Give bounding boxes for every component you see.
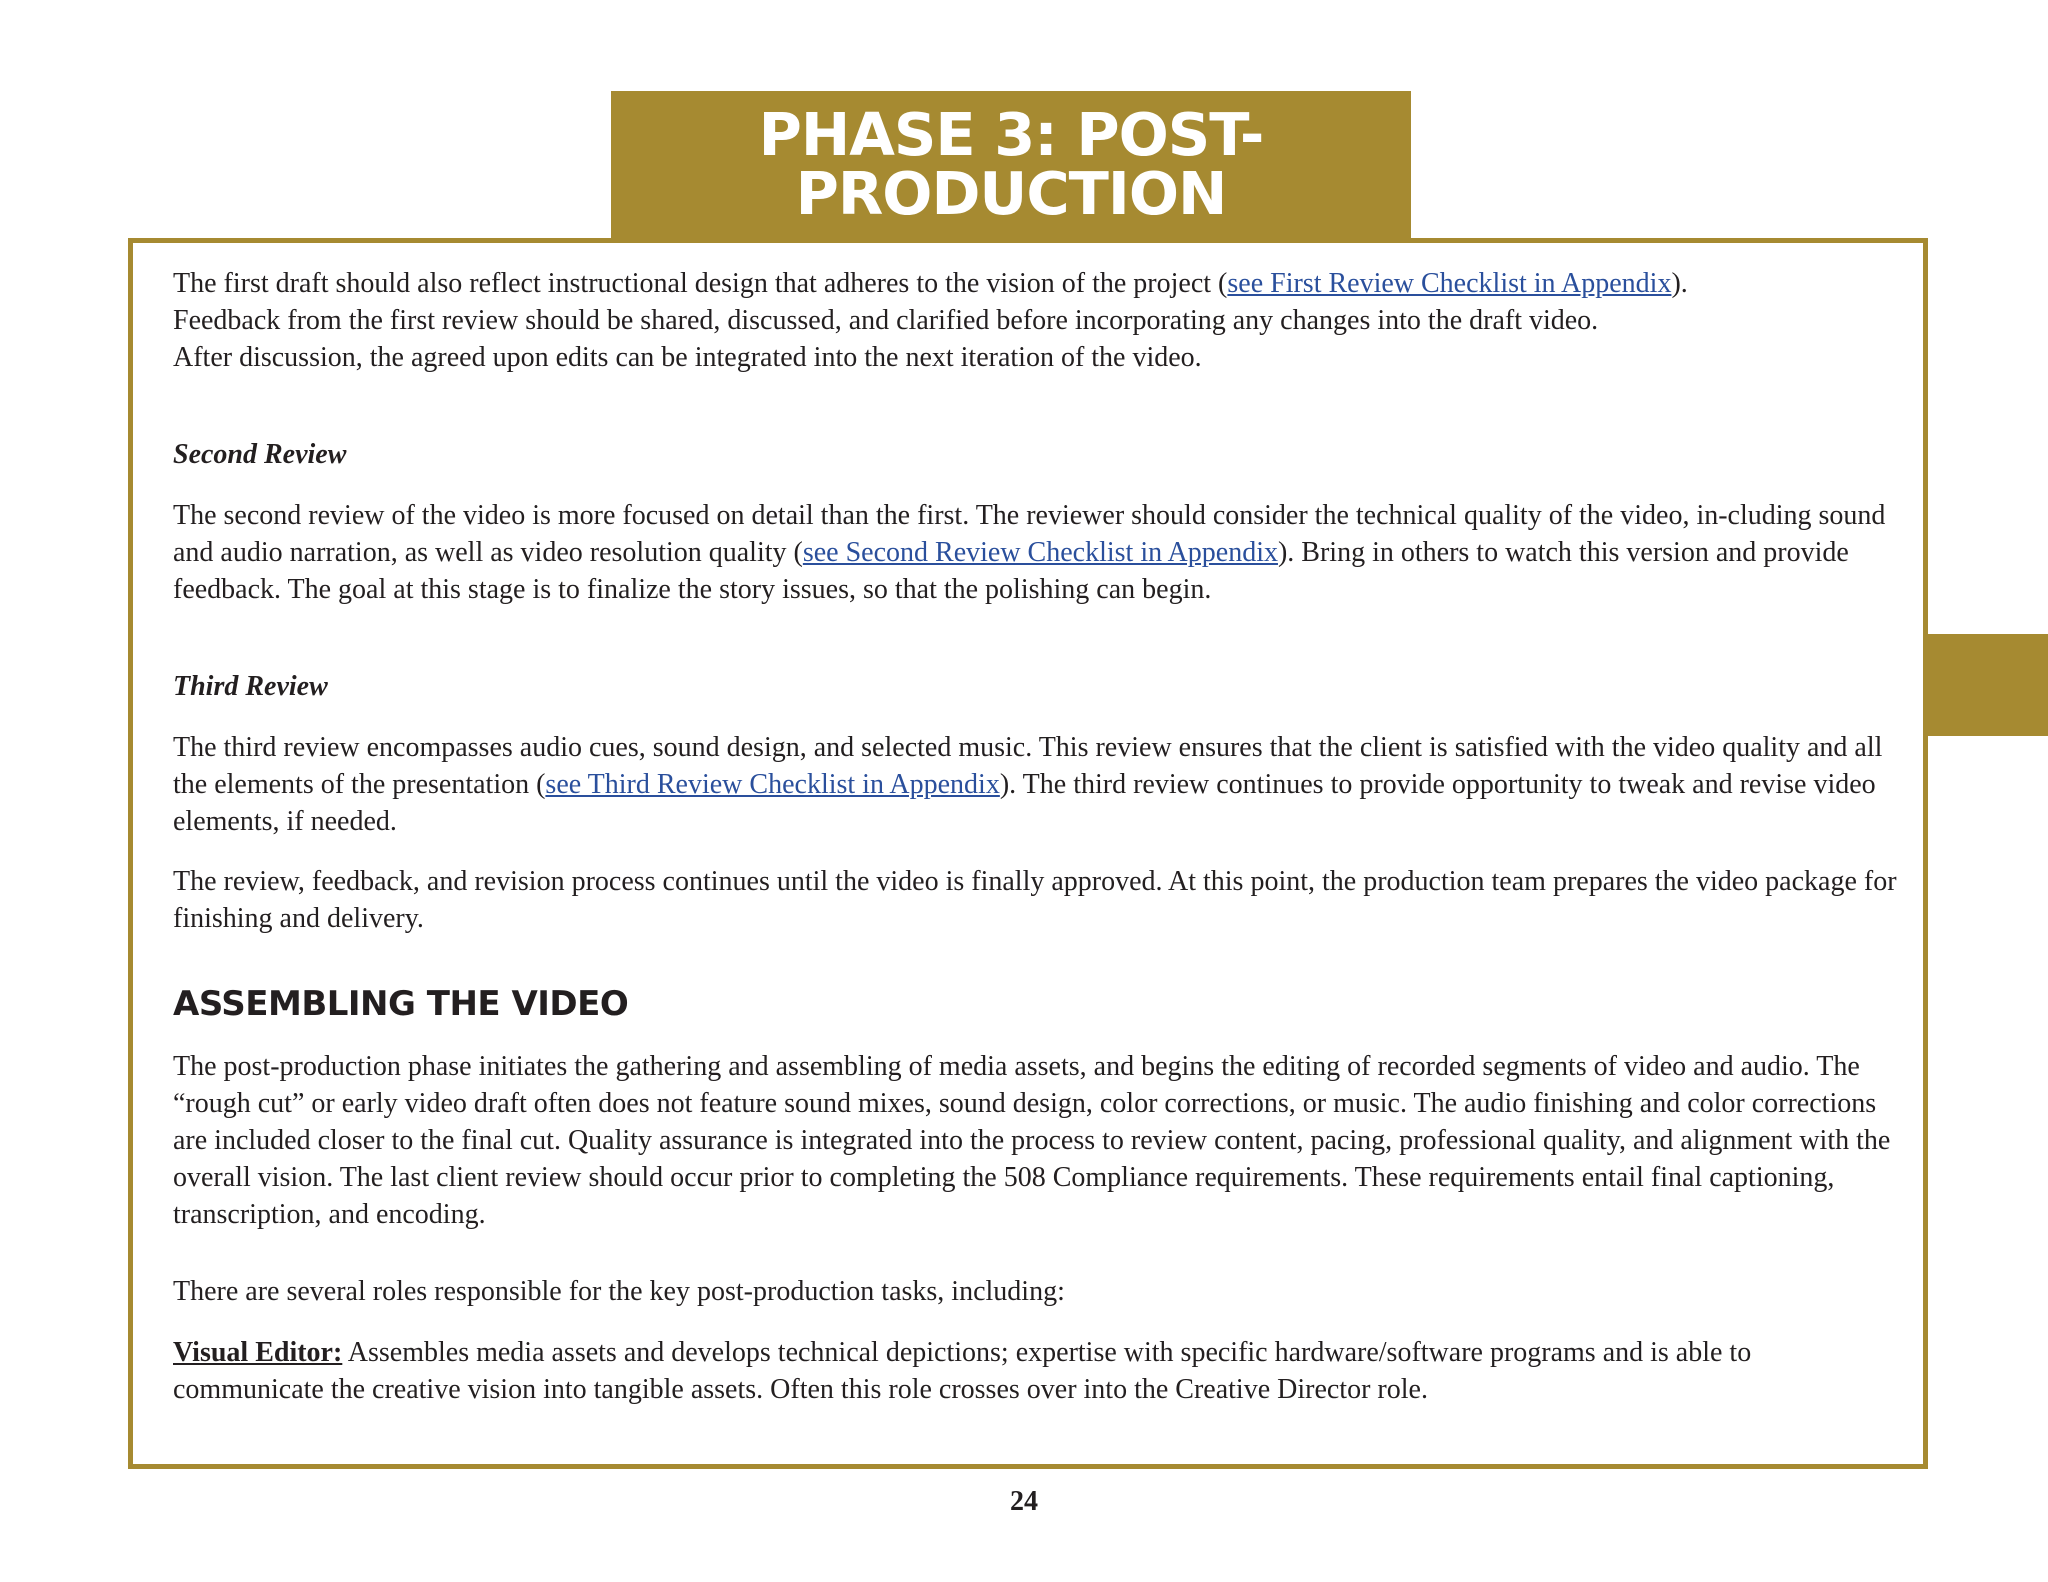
second-review-text: The second review of the video is more focused on detail than the first. The reviewer should consider the technical quality of the video, in-cluding sound and audio narration, as well as video resolution quality ( xyxy=(173,500,1886,568)
visual-editor-paragraph xyxy=(173,1334,1903,1408)
feedback-sentence: Feedback from the first review should be shared, discussed, and clarified before incorporating any changes into the draft video. xyxy=(173,305,1599,336)
third-review-paragraph xyxy=(173,729,1903,840)
third-review-checklist-link[interactable]: see Third Review Checklist in Appendix xyxy=(545,769,1000,800)
third-review-text-end: ). The third review continues to provide opportunity to tweak and revise video elements, if needed. xyxy=(173,769,1876,837)
side-chapter-tab xyxy=(1927,634,2048,736)
first-review-text: The first draft should also reflect instructional design that adheres to the vision of the project ( xyxy=(173,268,1228,299)
second-review-paragraph xyxy=(173,497,1903,608)
first-review-text-end: ). xyxy=(1671,268,1688,299)
first-review-checklist-link[interactable]: see First Review Checklist in Appendix xyxy=(1227,268,1672,299)
second-review-heading: Second Review xyxy=(173,439,347,470)
assembling-heading: ASSEMBLING THE VIDEO xyxy=(173,984,629,1024)
third-review-heading: Third Review xyxy=(173,671,328,702)
review-process-paragraph: The review, feedback, and revision process continues until the video is finally approved. At this point, the production team prepares the video package for finishing and delivery. xyxy=(173,866,1897,934)
second-review-text-end: ). Bring in others to watch this version and provide feedback. The goal at this stage is to finalize the story issues, so that the polishing can begin. xyxy=(173,537,1849,605)
content-frame xyxy=(128,238,1928,1469)
phase-title: PHASE 3: POST-PRODUCTION xyxy=(758,100,1264,228)
content-body xyxy=(173,265,1903,1408)
page-number: 24 xyxy=(1010,1486,1038,1517)
second-review-checklist-link[interactable]: see Second Review Checklist in Appendix xyxy=(802,537,1278,568)
third-review-text: The third review encompasses audio cues, sound design, and selected music. This review ensures that the client is satisfied with the video quality and all the elements of the presentation ( xyxy=(173,732,1883,800)
discussion-sentence: After discussion, the agreed upon edits can be integrated into the next iteration of the video. xyxy=(173,342,1202,373)
phase-header-tab xyxy=(611,91,1411,241)
visual-editor-label: Visual Editor: xyxy=(173,1337,343,1368)
first-review-paragraph xyxy=(173,265,1903,376)
roles-intro: There are several roles responsible for the key post-production tasks, including: xyxy=(173,1276,1065,1307)
assembling-paragraph: The post-production phase initiates the gathering and assembling of media assets, and begins the editing of recorded segments of video and audio. The “rough cut” or early video draft often does not feature sound mixes, sound design, color corrections, or music. The audio finishing and color corrections are included closer to the final cut. Quality assurance is integrated into the process to review content, pacing, professional quality, and alignment with the overall vision. The last client review should occur prior to completing the 508 Compliance requirements. These requirements entail final captioning, transcription, and encoding. xyxy=(173,1051,1891,1230)
visual-editor-text: Assembles media assets and develops technical depictions; expertise with specific hardware/software programs and is able to communicate the creative vision into tangible assets. Often this role crosses over into the Creative Director role. xyxy=(173,1337,1752,1405)
